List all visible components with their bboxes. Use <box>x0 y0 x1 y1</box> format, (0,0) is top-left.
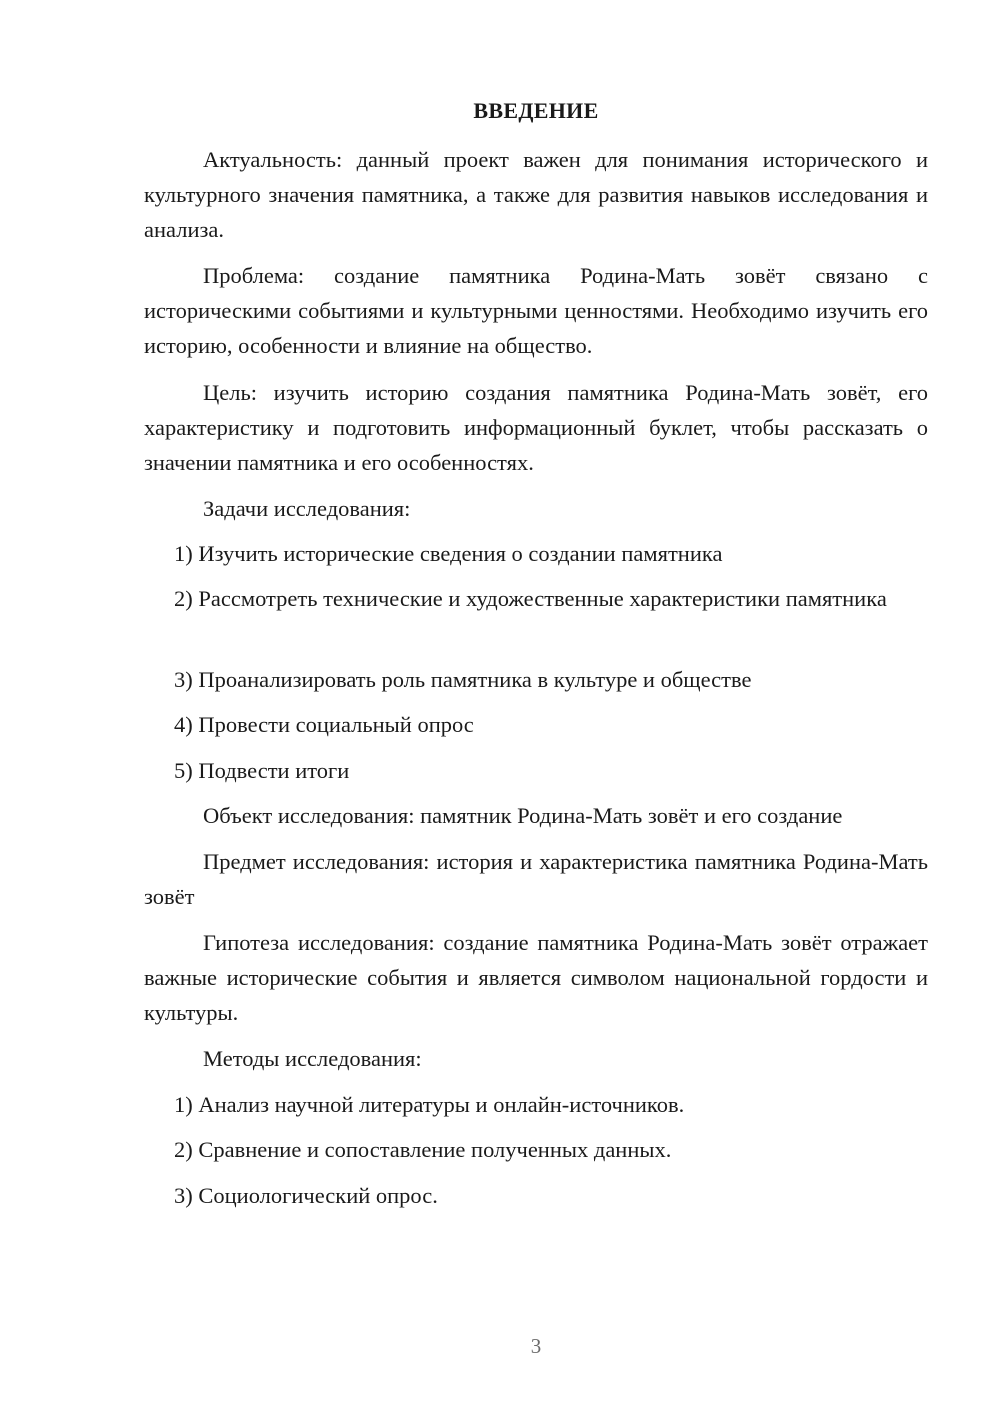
task-item-4: 4) Провести социальный опрос <box>174 712 474 737</box>
section-title: ВВЕДЕНИЕ <box>473 98 599 123</box>
task-item-1: 1) Изучить исторические сведения о создании памятника <box>174 541 723 566</box>
paragraph-hypothesis: Гипотеза исследования: создание памятника Родина-Мать зовёт отражает важные исторические события и является символом национальной гордости и культуры. <box>144 930 928 1025</box>
task-item-3: 3) Проанализировать роль памятника в культуре и обществе <box>174 667 752 692</box>
method-item-2: 2) Сравнение и сопоставление полученных данных. <box>174 1137 672 1162</box>
tasks-heading: Задачи исследования: <box>203 496 411 521</box>
paragraph-subject: Предмет исследования: история и характеристика памятника Родина-Мать зовёт <box>144 849 928 909</box>
paragraph-object: Объект исследования: памятник Родина-Мать зовёт и его создание <box>203 803 843 828</box>
task-item-5: 5) Подвести итоги <box>174 758 350 783</box>
page-number: 3 <box>530 1334 542 1358</box>
paragraph-relevance: Актуальность: данный проект важен для понимания исторического и культурного значения памятника, а также для развития навыков исследования и анализа. <box>144 147 928 242</box>
method-item-1: 1) Анализ научной литературы и онлайн-источников. <box>174 1092 685 1117</box>
paragraph-goal: Цель: изучить историю создания памятника Родина-Мать зовёт, его характеристику и подготовить информационный буклет, чтобы рассказать о значении памятника и его особенностях. <box>144 380 928 475</box>
method-item-3: 3) Социологический опрос. <box>174 1183 438 1208</box>
paragraph-problem: Проблема: создание памятника Родина-Мать зовёт связано с историческими событиями и культурными ценностями. Необходимо изучить его историю, особенности и влияние на общество. <box>144 263 928 358</box>
task-item-2: 2) Рассмотреть технические и художественные характеристики памятника <box>174 586 887 611</box>
methods-heading: Методы исследования: <box>203 1046 422 1071</box>
